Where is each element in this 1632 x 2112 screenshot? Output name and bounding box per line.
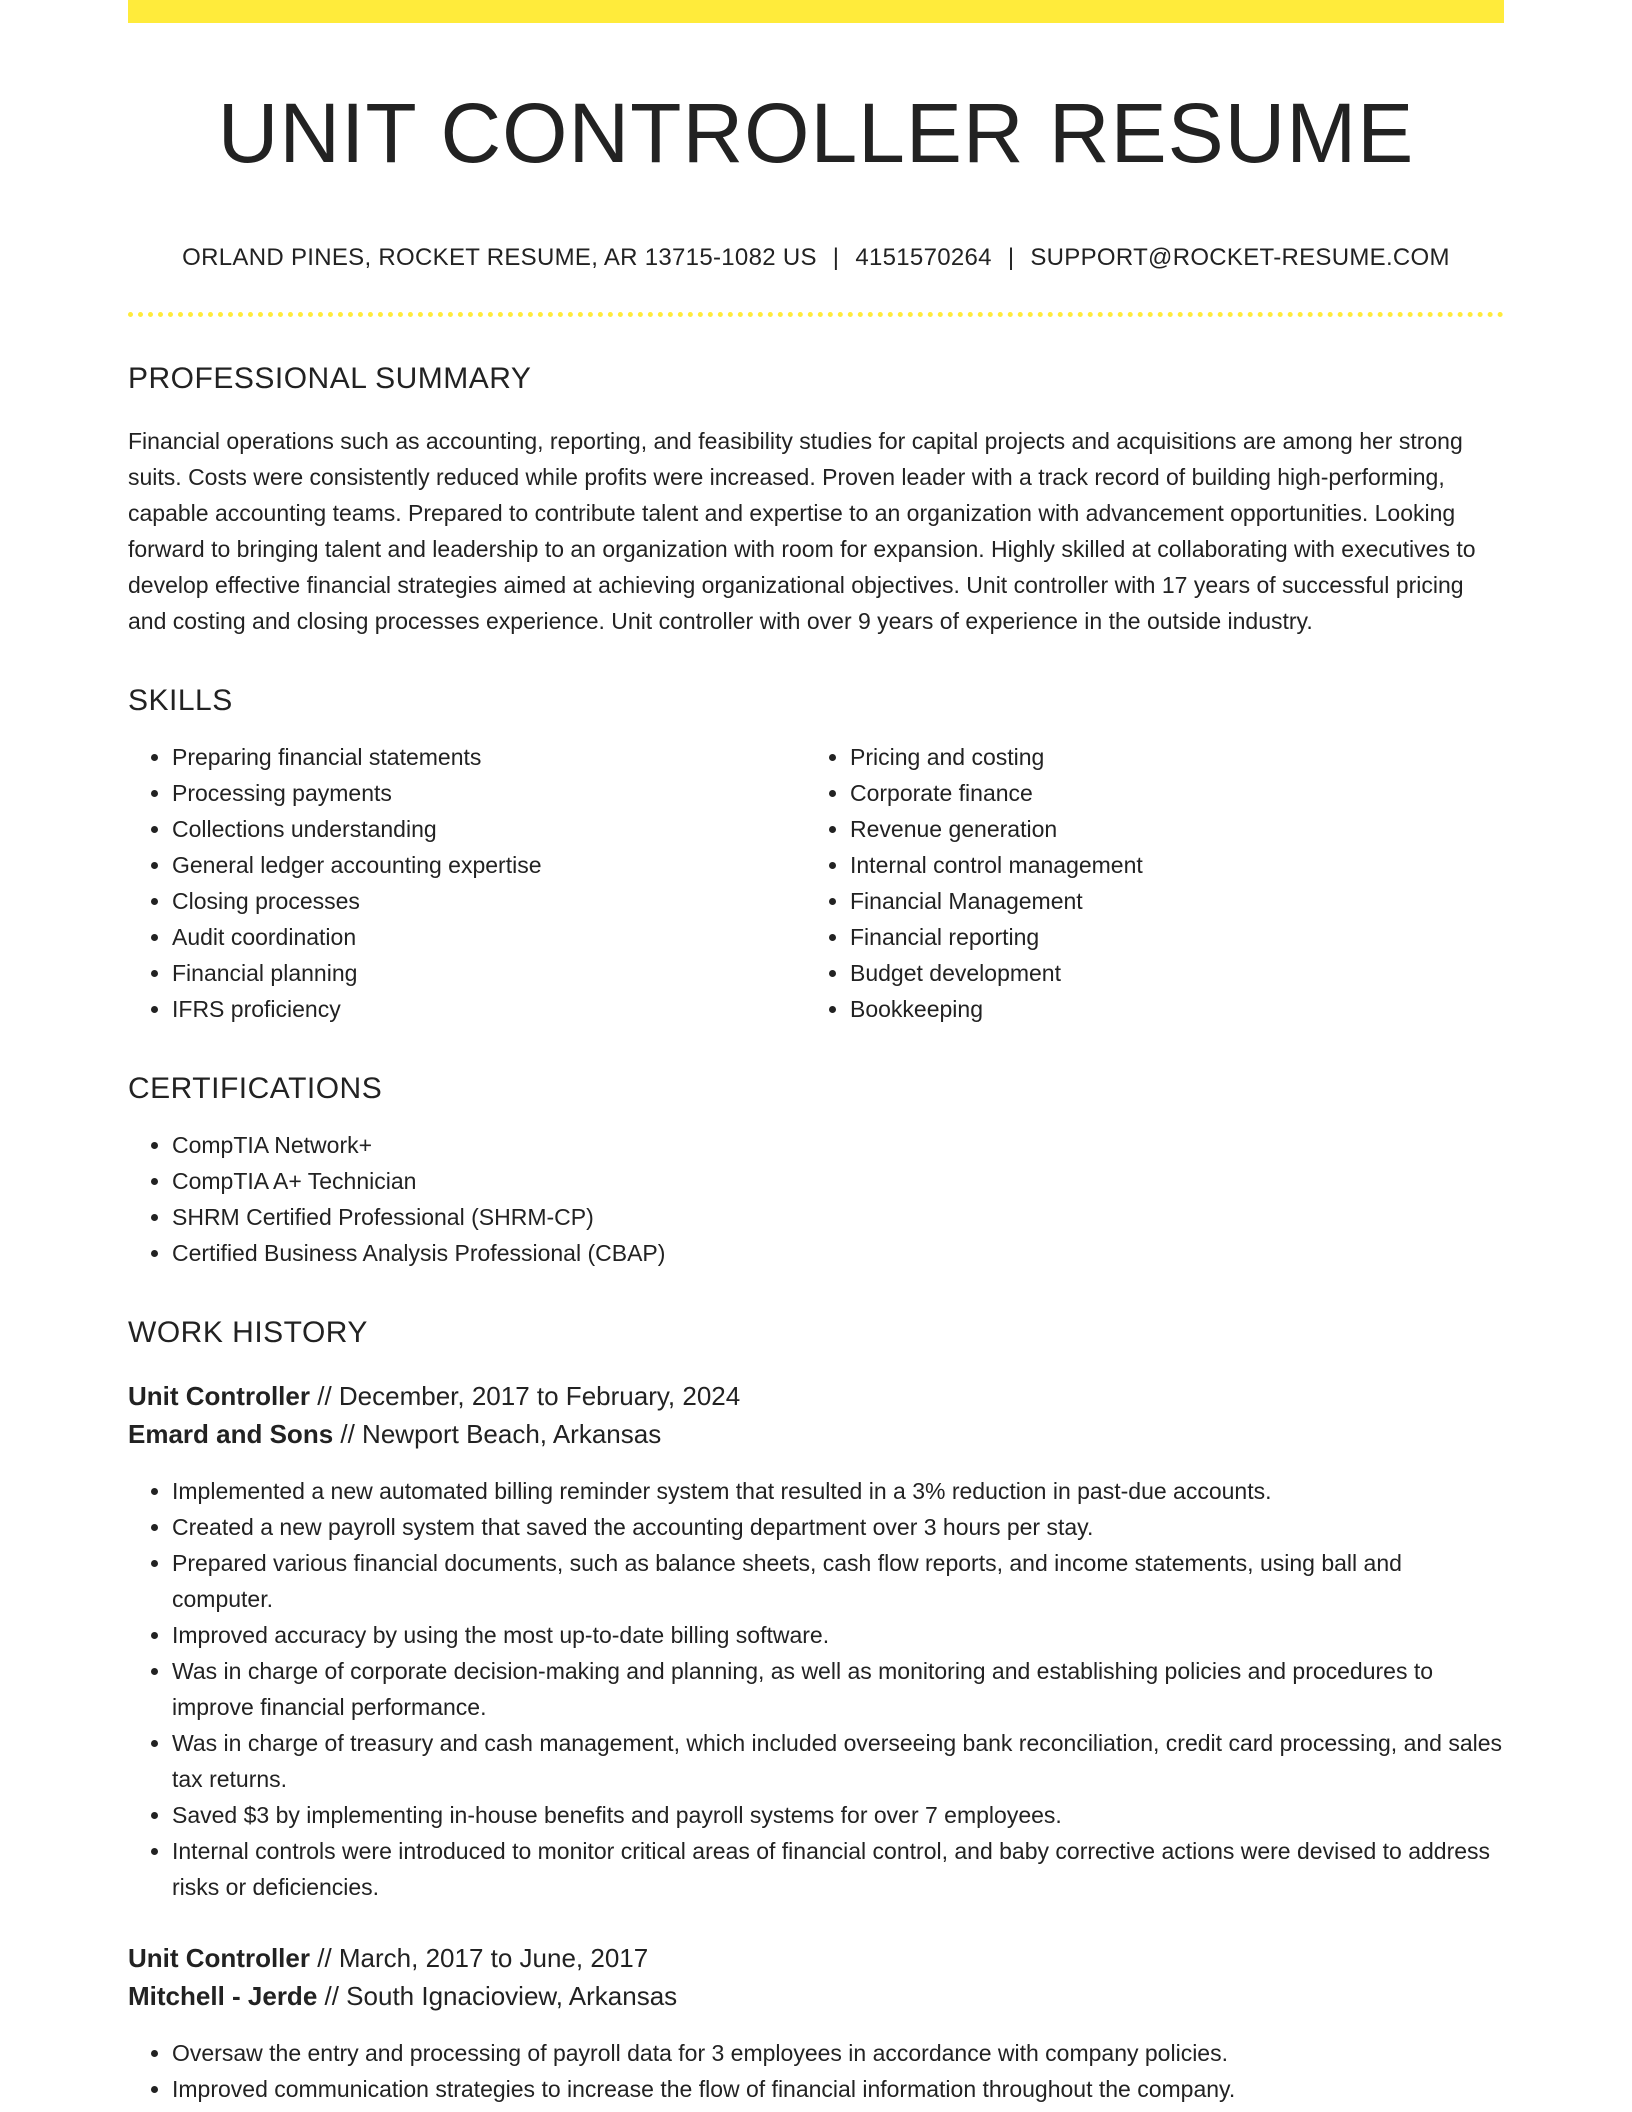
- job-dates: // March, 2017 to June, 2017: [310, 1943, 649, 1973]
- skill-item: • Audit coordination: [172, 919, 806, 955]
- skill-item: • Budget development: [850, 955, 1484, 991]
- job-company: Emard and Sons: [128, 1419, 334, 1449]
- job-duty: • Improved communication strategies to increase the flow of financial information throughout the company.: [172, 2071, 1504, 2107]
- skill-item: • IFRS proficiency: [172, 991, 806, 1027]
- skill-item: • Internal control management: [850, 847, 1484, 883]
- summary-heading: PROFESSIONAL SUMMARY: [128, 362, 532, 395]
- certification-item: • CompTIA Network+: [172, 1127, 1504, 1163]
- job-entry: [128, 1377, 1504, 1905]
- job-company: Mitchell - Jerde: [128, 1981, 318, 2011]
- skill-item: • General ledger accounting expertise: [172, 847, 806, 883]
- job-duty: • Improved accuracy by using the most up-to-date billing software.: [172, 1617, 1504, 1653]
- contact-address: ORLAND PINES, ROCKET RESUME, AR 13715-1082 US: [182, 244, 817, 271]
- contact-separator: |: [1007, 244, 1015, 271]
- job-duties-list: [128, 1473, 1504, 1905]
- skill-item: • Corporate finance: [850, 775, 1484, 811]
- job-duties-list: [128, 2035, 1504, 2107]
- resume-page: [128, 0, 1504, 2107]
- job-location: // Newport Beach, Arkansas: [333, 1419, 662, 1449]
- skill-item: • Revenue generation: [850, 811, 1484, 847]
- skill-item: • Financial Management: [850, 883, 1484, 919]
- job-dates: // December, 2017 to February, 2024: [310, 1381, 741, 1411]
- skills-grid: [128, 739, 1504, 1027]
- job-company-line: [128, 1415, 1504, 1453]
- job-entry: [128, 1939, 1504, 2107]
- certifications-list: [128, 1127, 1504, 1271]
- job-duty: • Created a new payroll system that saved the accounting department over 3 hours per stay.: [172, 1509, 1504, 1545]
- accent-top-bar: [128, 0, 1504, 23]
- job-title-line: [128, 1939, 1504, 1977]
- resume-title: UNIT CONTROLLER RESUME: [217, 86, 1415, 180]
- contact-email: SUPPORT@ROCKET-RESUME.COM: [1030, 244, 1450, 271]
- skill-item: • Closing processes: [172, 883, 806, 919]
- job-duty: • Internal controls were introduced to monitor critical areas of financial control, and baby corrective actions were devised to address risks or deficiencies.: [172, 1833, 1504, 1905]
- job-duty: • Was in charge of treasury and cash management, which included overseeing bank reconciliation, credit card processing, and sales tax returns.: [172, 1725, 1504, 1797]
- dotted-divider: [128, 312, 1504, 317]
- skill-item: • Preparing financial statements: [172, 739, 806, 775]
- job-duty: • Saved $3 by implementing in-house benefits and payroll systems for over 7 employees.: [172, 1797, 1504, 1833]
- summary-text: Financial operations such as accounting, reporting, and feasibility studies for capital projects and acquisitions are among her strong suits. Costs were consistently reduced while profits were increased. Proven leader with a track record of building high-performing, capable accounting teams. Prepared to contribute talent and expertise to an organization with advancement opportunities. Looking forward to bringing talent and leadership to an organization with room for expansion. Highly skilled at collaborating with executives to develop effective financial strategies aimed at achieving organizational objectives. Unit controller with 17 years of successful pricing and costing and closing processes experience. Unit controller with over 9 years of experience in the outside industry.: [128, 428, 1476, 634]
- job-title: Unit Controller: [128, 1943, 310, 1973]
- skills-list-left: [128, 739, 806, 1027]
- job-title: Unit Controller: [128, 1381, 310, 1411]
- certifications-heading: CERTIFICATIONS: [128, 1072, 383, 1105]
- certification-item: • Certified Business Analysis Professional (CBAP): [172, 1235, 1504, 1271]
- skill-item: • Financial reporting: [850, 919, 1484, 955]
- job-duty: • Implemented a new automated billing reminder system that resulted in a 3% reduction in past-due accounts.: [172, 1473, 1504, 1509]
- job-duty: • Oversaw the entry and processing of payroll data for 3 employees in accordance with company policies.: [172, 2035, 1504, 2071]
- skills-heading: SKILLS: [128, 684, 233, 717]
- contact-phone: 4151570264: [855, 244, 992, 271]
- job-duty: • Was in charge of corporate decision-making and planning, as well as monitoring and establishing policies and procedures to improve financial performance.: [172, 1653, 1504, 1725]
- skill-item: • Collections understanding: [172, 811, 806, 847]
- skills-list-right: [806, 739, 1484, 1027]
- certification-item: • SHRM Certified Professional (SHRM-CP): [172, 1199, 1504, 1235]
- certification-item: • CompTIA A+ Technician: [172, 1163, 1504, 1199]
- job-company-line: [128, 1977, 1504, 2015]
- job-duty: • Prepared various financial documents, such as balance sheets, cash flow reports, and income statements, using ball and computer.: [172, 1545, 1504, 1617]
- job-location: // South Ignacioview, Arkansas: [317, 1981, 678, 2011]
- job-title-line: [128, 1377, 1504, 1415]
- skill-item: • Bookkeeping: [850, 991, 1484, 1027]
- contact-line: [128, 243, 1504, 273]
- skill-item: • Financial planning: [172, 955, 806, 991]
- skill-item: • Processing payments: [172, 775, 806, 811]
- skill-item: • Pricing and costing: [850, 739, 1484, 775]
- work-history-heading: WORK HISTORY: [128, 1316, 368, 1349]
- contact-separator: |: [832, 244, 840, 271]
